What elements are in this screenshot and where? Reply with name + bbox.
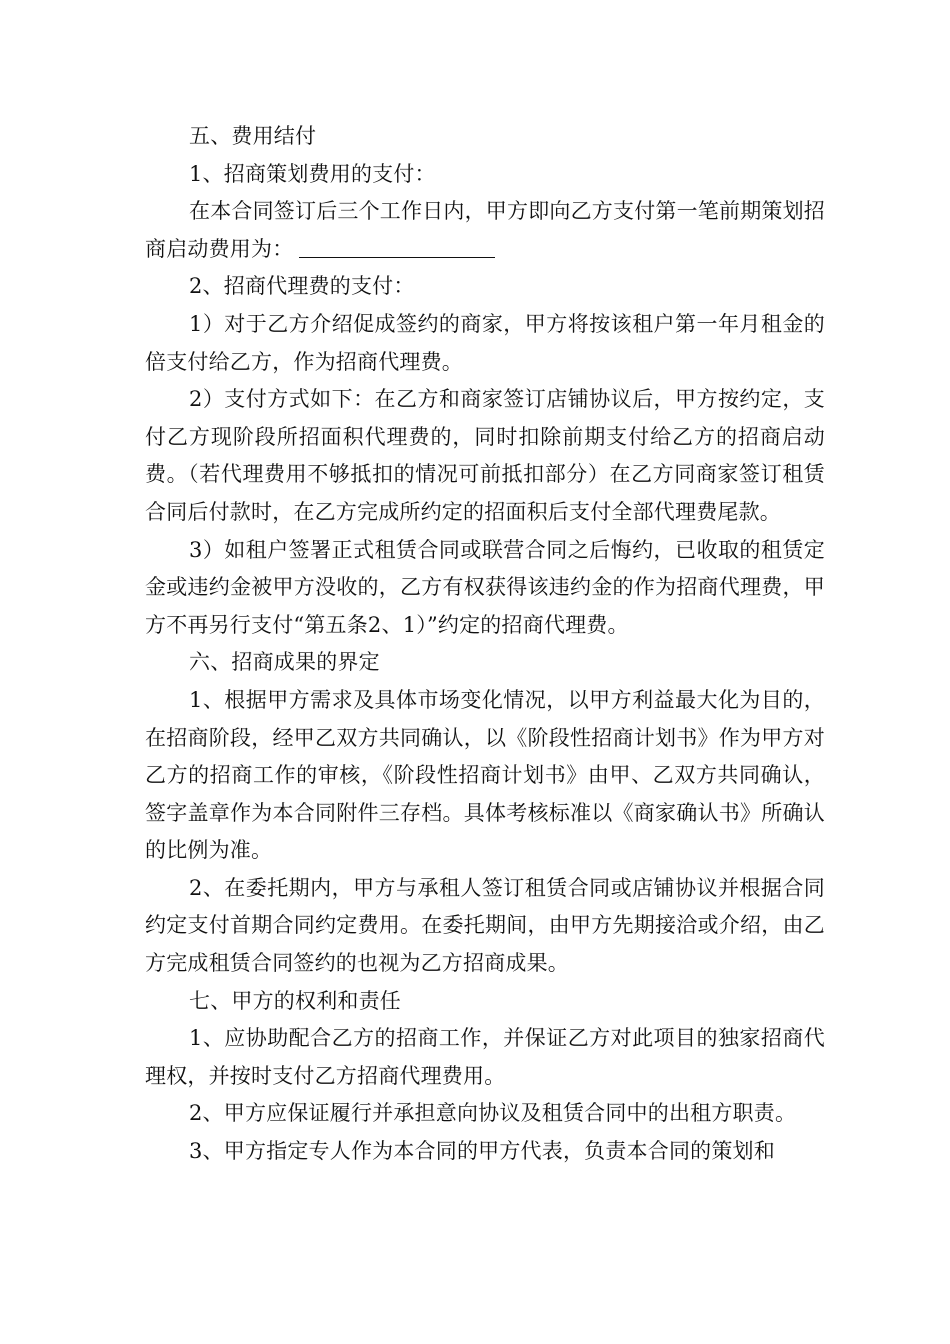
results-clause-1: 1、根据甲方需求及具体市场变化情况，以甲方利益最大化为目的，在招商阶段，经甲乙双方共同确认，以《阶段性招商计划书》作为甲方对乙方的招商工作的审核，《阶段性招商计划书》由甲、乙双方共同确认，签字盖章作为本合同附件三存档。具体考核标准以《商家确认书》所确认的比例为准。: [145, 687, 825, 863]
party-a-clause-2: 2、甲方应保证履行并承担意向协议及租赁合同中的出租方职责。: [189, 1101, 797, 1126]
planning-fee-text: 在本合同签订后三个工作日内，甲方即向乙方支付第一笔前期策划招商启动费用为：: [145, 199, 825, 261]
agency-fee-clause-3: 3）如租户签署正式租赁合同或联营合同之后悔约，已收取的租赁定金或违约金被甲方没收的，乙方有权获得该违约金的作为招商代理费，甲方不再另行支付“第五条2、1）”约定的招商代理费。: [145, 537, 825, 637]
item-agency-fee-title: 2、招商代理费的支付：: [189, 274, 415, 299]
agency-fee-clause-2: 2）支付方式如下：在乙方和商家签订店铺协议后，甲方按约定，支付乙方现阶段所招面积代理费的，同时扣除前期支付给乙方的招商启动费。（若代理费用不够抵扣的情况可前抵扣部分）在乙方同商家签订租赁合同后付款时，在乙方完成所约定的招面积后支付全部代理费尾款。: [145, 387, 825, 524]
document-body: [145, 118, 825, 1171]
planning-fee-paragraph: [145, 193, 825, 268]
section-heading-party-a: 七、甲方的权利和责任: [189, 988, 401, 1013]
agency-fee-clause-1: 1）对于乙方介绍促成签约的商家，甲方将按该租户第一年月租金的倍支付给乙方，作为招商代理费。: [145, 311, 825, 374]
fill-in-blank-line: [299, 235, 495, 258]
item-planning-fee-title: 1、招商策划费用的支付：: [189, 161, 436, 186]
party-a-clause-3: 3、甲方指定专人作为本合同的甲方代表，负责本合同的策划和: [189, 1139, 775, 1164]
results-clause-2: 2、在委托期内，甲方与承租人签订租赁合同或店铺协议并根据合同约定支付首期合同约定费用。在委托期间，由甲方先期接洽或介绍，由乙方完成租赁合同签约的也视为乙方招商成果。: [145, 875, 825, 976]
section-heading-fee-settlement: 五、费用结付: [189, 124, 317, 148]
section-heading-results: 六、招商成果的界定: [189, 650, 380, 675]
party-a-clause-1: 1、应协助配合乙方的招商工作，并保证乙方对此项目的独家招商代理权，并按时支付乙方招商代理费用。: [145, 1026, 825, 1088]
